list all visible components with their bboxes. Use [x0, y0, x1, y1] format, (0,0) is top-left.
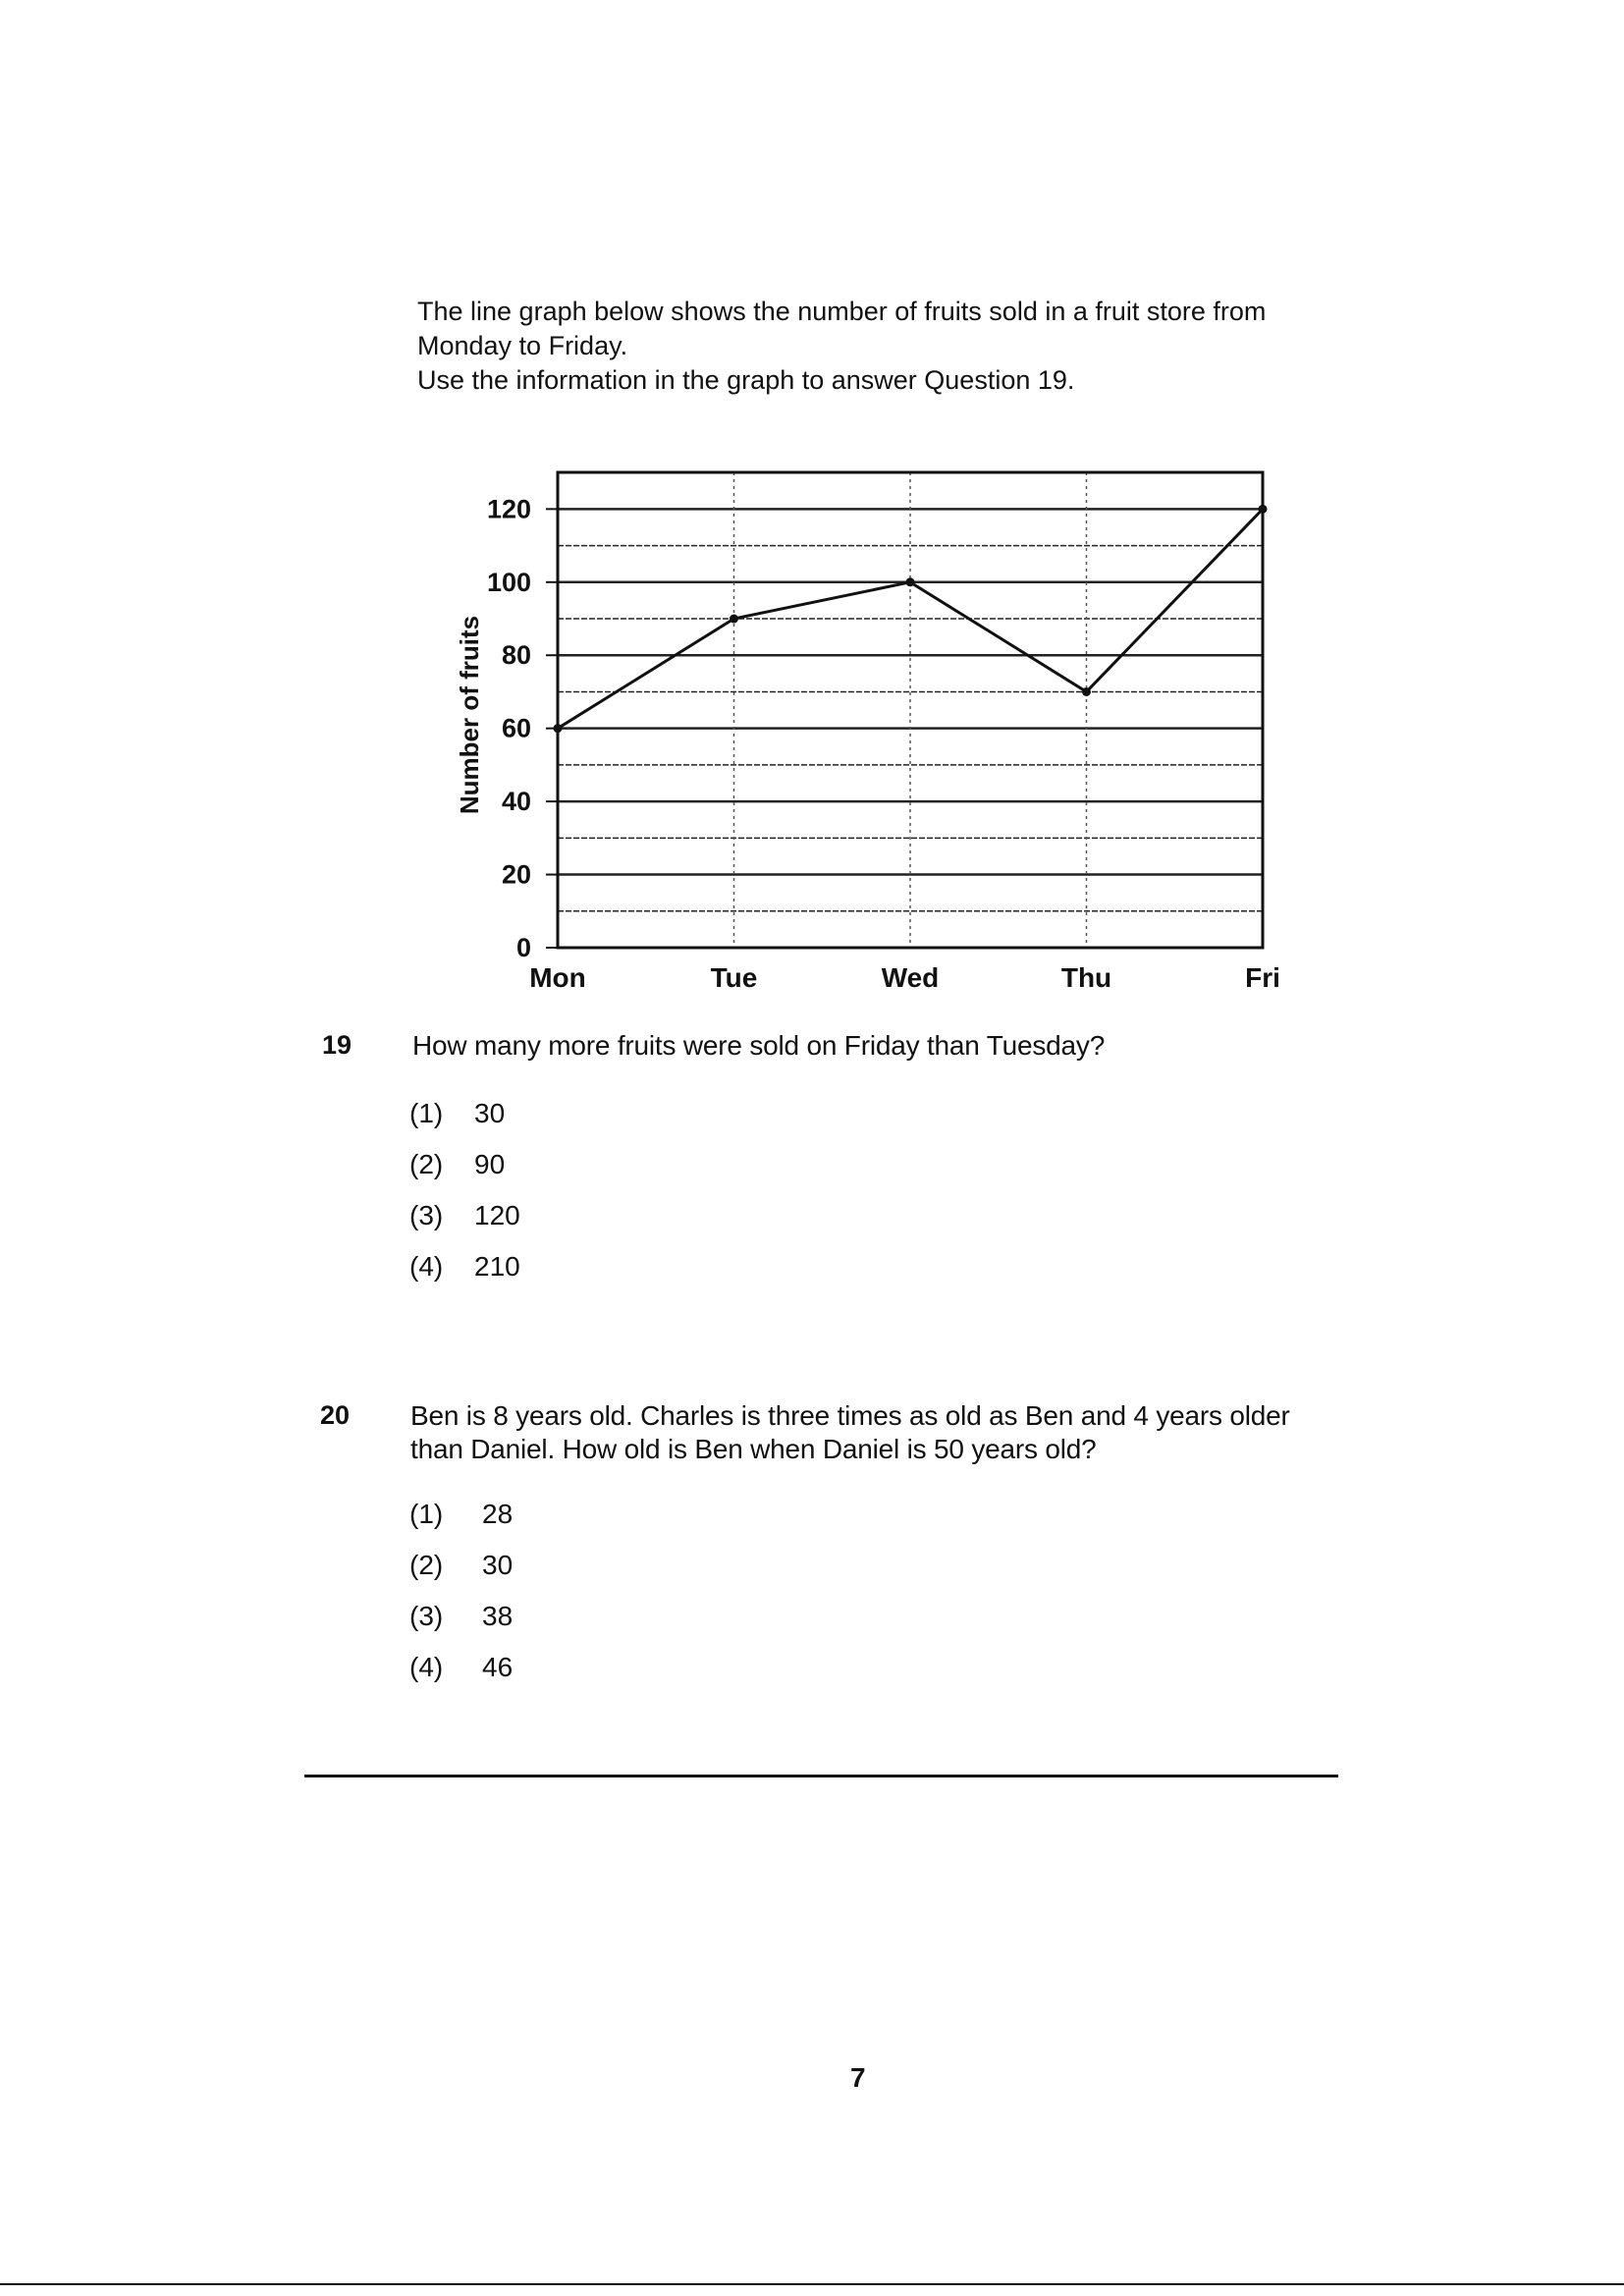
intro-line-1: The line graph below shows the number of fruits sold in a fruit store from [417, 297, 1267, 326]
y-tick-label: 20 [501, 859, 531, 890]
y-axis-label: Number of fruits [455, 615, 484, 815]
intro-line-2: Monday to Friday. [417, 331, 628, 360]
data-point [906, 577, 915, 586]
option-value: 30 [482, 1550, 514, 1580]
data-point [730, 615, 738, 624]
intro-line-3: Use the information in the graph to answer Question 19. [417, 365, 1075, 395]
option-label: (2) [409, 1149, 444, 1179]
option-value: 120 [474, 1200, 520, 1230]
option-label: (1) [409, 1098, 444, 1128]
y-tick-label: 120 [486, 494, 531, 524]
section-divider [304, 1775, 1338, 1777]
option-label: (2) [409, 1550, 444, 1580]
option-label: (4) [409, 1251, 444, 1282]
question-19-option-4[interactable] [409, 1251, 520, 1283]
x-tick-label: Mon [529, 962, 586, 993]
option-label: (1) [409, 1499, 444, 1529]
x-tick-labels [529, 962, 1280, 993]
question-20-option-2[interactable] [409, 1550, 513, 1581]
y-tick-label: 60 [501, 713, 531, 743]
page-bottom-rule [0, 2283, 1624, 2285]
question-19-text: How many more fruits were sold on Friday than Tuesday? [412, 1030, 1106, 1061]
question-19-option-2[interactable] [409, 1149, 505, 1180]
option-value: 90 [474, 1149, 506, 1179]
question-19-number: 19 [322, 1030, 352, 1060]
option-label: (3) [409, 1601, 444, 1631]
data-point [554, 724, 563, 733]
y-tick-labels [487, 494, 558, 962]
question-20-line-2: than Daniel. How old is Ben when Daniel is 50 years old? [410, 1434, 1097, 1464]
option-value: 210 [474, 1251, 520, 1282]
y-tick-label: 40 [501, 787, 531, 817]
y-tick-label: 80 [501, 640, 531, 671]
y-tick-label: 0 [515, 933, 531, 962]
data-point [1259, 505, 1268, 514]
line-chart [0, 0, 1624, 1021]
chart-grid [558, 472, 1263, 948]
x-tick-label: Tue [710, 962, 758, 993]
option-value: 38 [482, 1601, 514, 1631]
option-value: 46 [482, 1652, 514, 1682]
x-tick-label: Thu [1060, 962, 1112, 993]
option-label: (3) [409, 1200, 444, 1230]
question-19-option-3[interactable] [409, 1200, 520, 1231]
y-tick-label: 100 [486, 567, 531, 597]
option-value: 28 [482, 1499, 514, 1529]
x-tick-label: Wed [881, 962, 940, 993]
page-number: 7 [850, 2062, 866, 2093]
question-20-text [410, 1399, 1290, 1466]
question-20-number: 20 [320, 1400, 351, 1430]
question-20-option-1[interactable] [409, 1499, 513, 1530]
question-20-line-1: Ben is 8 years old. Charles is three times as old as Ben and 4 years older [410, 1400, 1290, 1431]
option-value: 30 [474, 1098, 506, 1128]
option-label: (4) [409, 1652, 444, 1682]
question-20-option-3[interactable] [409, 1601, 513, 1632]
question-20-option-4[interactable] [409, 1652, 513, 1683]
x-tick-label: Fri [1245, 962, 1280, 993]
question-19-option-1[interactable] [409, 1098, 505, 1129]
data-point [1082, 687, 1091, 696]
